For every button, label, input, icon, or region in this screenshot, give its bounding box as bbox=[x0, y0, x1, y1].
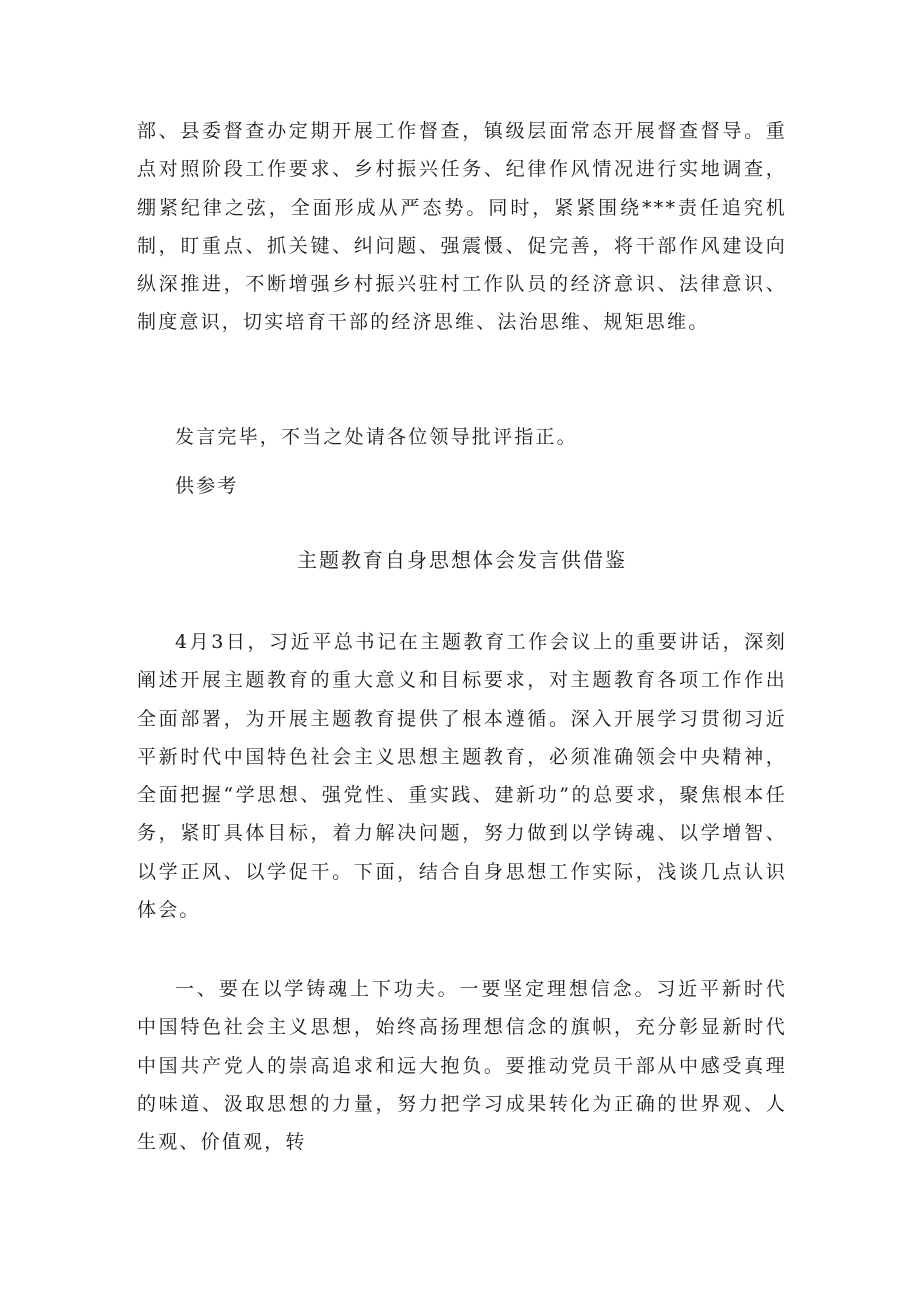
body-paragraph-intro: 4月3日，习近平总书记在主题教育工作会议上的重要讲话，深刻阐述开展主题教育的重大意义和目标要求，对主题教育各项工作作出全面部署，为开展主题教育提供了根本遵循。深入开展学习贯彻习近平新时代中国特色社会主义思想主题教育，必须准确领会中央精神，全面把握“学思想、强党性、重实践、建新功”的总要求，聚焦根本任务，紧盯具体目标，着力解决问题，努力做到以学铸魂、以学增智、以学正风、以学促干。下面，结合自身思想工作实际，浅谈几点认识体会。 bbox=[137, 631, 787, 922]
document-title: 主题教育自身思想体会发言供借鉴 bbox=[297, 548, 627, 572]
reference-note: 供参考 bbox=[175, 475, 239, 497]
body-paragraph-section-one: 一、要在以学铸魂上下功夫。一要坚定理想信念。习近平新时代中国特色社会主义思想，始终高扬理想信念的旗帜，充分彰显新时代中国共产党人的崇高追求和远大抱负。要推动党员干部从中感受真理的味道、汲取思想的力量，努力把学习成果转化为正确的世界观、人生观、价值观，转 bbox=[137, 978, 787, 1154]
continued-paragraph: 部、县委督查办定期开展工作督查，镇级层面常态开展督查督导。重点对照阶段工作要求、乡村振兴任务、纪律作风情况进行实地调查，绷紧纪律之弦，全面形成从严态势。同时，紧紧围绕***责任追究机制，盯重点、抓关键、纠问题、强震慑、促完善，将干部作风建设向纵深推进，不断增强乡村振兴驻村工作队员的经济意识、法律意识、制度意识，切实培育干部的经济思维、法治思维、规矩思维。 bbox=[137, 120, 787, 334]
closing-paragraph: 发言完毕，不当之处请各位领导批评指正。 bbox=[175, 426, 578, 448]
